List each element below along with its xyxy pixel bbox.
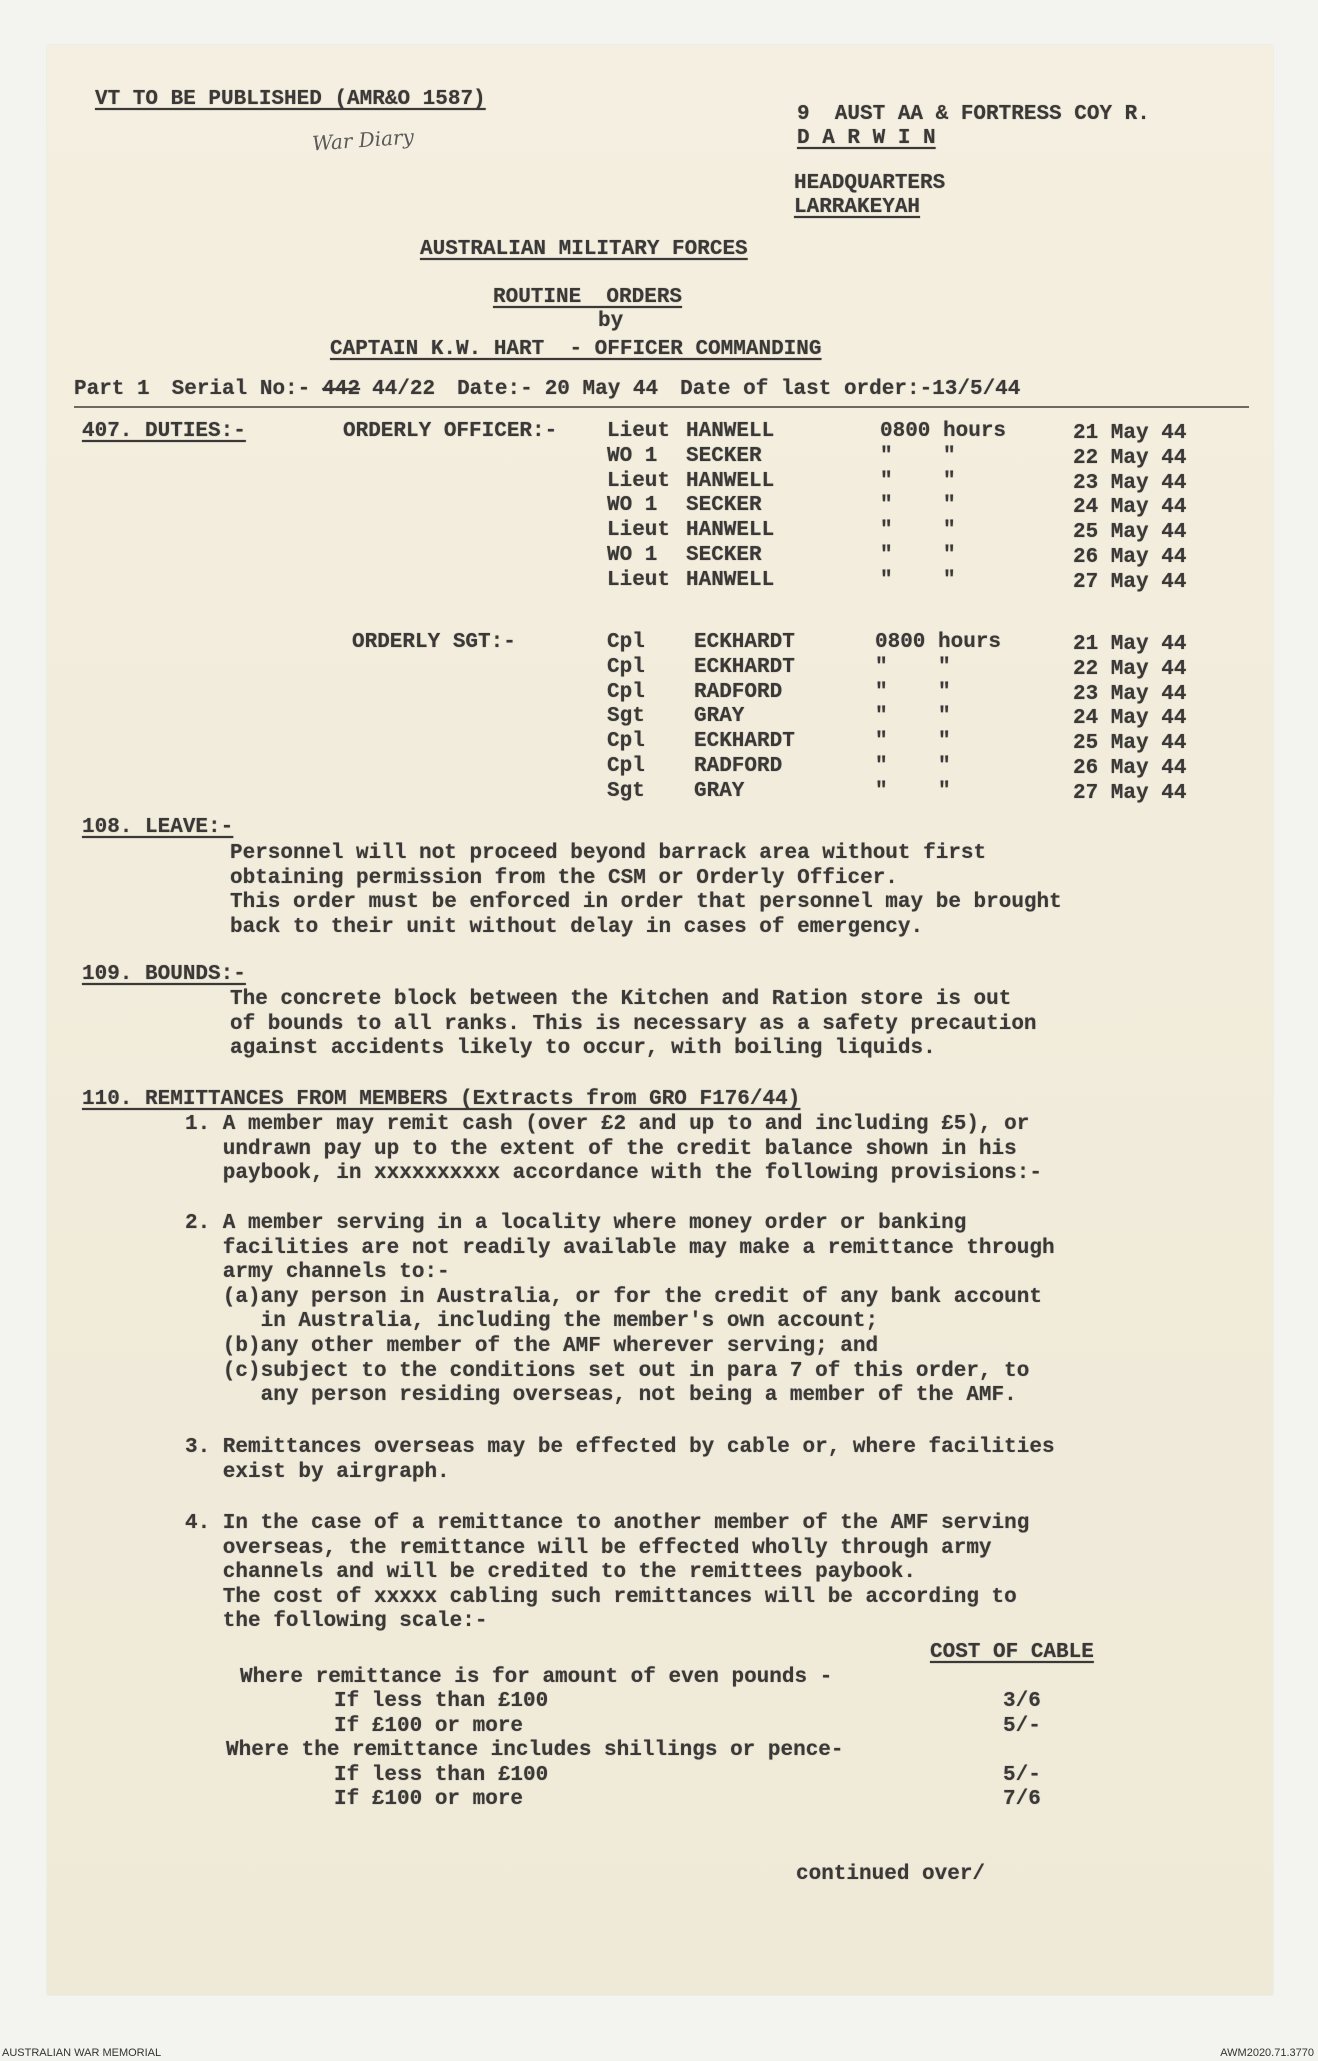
duty-time: " " xyxy=(875,680,951,704)
bounds-text-line: of bounds to all ranks. This is necessary as a safety precaution xyxy=(230,1012,1037,1036)
duty-date: 25 May 44 xyxy=(1073,732,1187,756)
duty-name: GRAY xyxy=(694,705,745,729)
duty-time: " " xyxy=(875,705,951,729)
duty-name: SECKER xyxy=(686,544,762,567)
duty-rank: Sgt xyxy=(607,779,645,803)
duty-date: 26 May 44 xyxy=(1073,757,1187,780)
duty-date: 24 May 44 xyxy=(1073,707,1187,731)
duty-rank: Cpl xyxy=(607,730,645,754)
remittance-text-line: army channels to:- xyxy=(185,1261,450,1285)
bounds-heading: 109. BOUNDS:- xyxy=(82,963,246,986)
leave-text-line: back to their unit without delay in cases of emergency. xyxy=(230,915,924,939)
cost-condition: If £100 or more xyxy=(334,1788,524,1811)
remittance-text-line: paybook, in xxxxxxxxxx accordance with the following provisions:- xyxy=(185,1162,1042,1186)
leave-text-line: obtaining permission from the CSM or Orderly Officer. xyxy=(230,866,898,890)
cost-condition: If £100 or more xyxy=(334,1714,524,1738)
duty-rank: Lieut xyxy=(607,420,671,443)
duty-time: " " xyxy=(875,655,951,679)
duty-date: 24 May 44 xyxy=(1073,496,1187,520)
bounds-text-line: against accidents likely to occur, with boiling liquids. xyxy=(230,1037,936,1061)
serial-number: 44/22 xyxy=(372,378,436,401)
duty-time: " " xyxy=(880,519,956,543)
order-info-line xyxy=(74,378,1254,402)
unit-line: 9 AUST AA & FORTRESS COY R. xyxy=(797,103,1150,126)
duty-date: 22 May 44 xyxy=(1073,446,1187,470)
duty-name: ECKHARDT xyxy=(694,730,795,754)
duty-rank: Lieut xyxy=(607,519,671,543)
remittance-text-line: facilities are not readily available may make a remittance through xyxy=(185,1236,1055,1260)
footer-institution: AUSTRALIAN WAR MEMORIAL xyxy=(2,2047,162,2059)
cost-condition: If less than £100 xyxy=(334,1690,549,1714)
cost-value: 3/6 xyxy=(1003,1690,1041,1714)
duty-rank: Cpl xyxy=(607,680,645,704)
remittance-text-line: the following scale:- xyxy=(185,1610,488,1634)
remittance-text-line: any person residing overseas, not being a member of the AMF. xyxy=(185,1384,1017,1408)
duty-rank: Sgt xyxy=(607,705,645,729)
duty-date: 26 May 44 xyxy=(1073,546,1187,569)
bounds-text-line: The concrete block between the Kitchen and Ration store is out xyxy=(230,988,1012,1011)
duty-date: 27 May 44 xyxy=(1073,781,1187,805)
duty-name: GRAY xyxy=(694,779,745,803)
cost-value: 7/6 xyxy=(1003,1788,1041,1811)
duty-name: ECKHARDT xyxy=(694,631,795,654)
remittance-text-line: 1. A member may remit cash (over £2 and up to and including £5), or xyxy=(185,1113,1030,1136)
duties-heading: 407. DUTIES:- xyxy=(82,420,246,443)
issued-by: CAPTAIN K.W. HART - OFFICER COMMANDING xyxy=(330,338,822,361)
duty-time: " " xyxy=(875,730,951,754)
cost-value: 5/- xyxy=(1003,1714,1041,1738)
remittance-text-line: 2. A member serving in a locality where money order or banking xyxy=(185,1212,967,1235)
remittance-text-line: (c)subject to the conditions set out in para 7 of this order, to xyxy=(185,1359,1030,1383)
duty-rank: Cpl xyxy=(607,755,645,778)
duty-date: 21 May 44 xyxy=(1073,633,1187,656)
duty-rank: Lieut xyxy=(607,469,671,493)
remittance-text-line: exist by airgraph. xyxy=(185,1460,450,1484)
remittance-text-line: The cost of xxxxx cabling such remittances will be according to xyxy=(185,1585,1017,1609)
part-label: Part 1 xyxy=(74,378,150,401)
remittance-text-line: channels and will be credited to the remittees paybook. xyxy=(185,1561,916,1585)
publish-note: VT TO BE PUBLISHED (AMR&O 1587) xyxy=(95,88,486,111)
duty-time: " " xyxy=(875,779,951,803)
duty-date: 23 May 44 xyxy=(1073,682,1187,706)
remittance-text-line: overseas, the remittance will be effected wholly through army xyxy=(185,1536,992,1560)
duty-rank: WO 1 xyxy=(607,444,658,468)
cost-value: 5/- xyxy=(1003,1763,1041,1787)
duty-name: HANWELL xyxy=(686,568,775,592)
duty-time: " " xyxy=(880,444,956,468)
force-title: AUSTRALIAN MILITARY FORCES xyxy=(420,238,748,261)
duty-name: HANWELL xyxy=(686,519,775,543)
remittance-text-line: undrawn pay up to the extent of the credit balance shown in his xyxy=(185,1137,1017,1161)
date-label: Date:- xyxy=(457,378,533,401)
last-order-date: 13/5/44 xyxy=(932,378,1021,401)
duty-date: 21 May 44 xyxy=(1073,422,1187,445)
hq-label: HEADQUARTERS xyxy=(794,172,946,195)
continued-note: continued over/ xyxy=(796,1863,986,1886)
remittance-text-line: 3. Remittances overseas may be effected by cable or, where facilities xyxy=(185,1436,1055,1459)
duty-date: 23 May 44 xyxy=(1073,471,1187,495)
handwritten-annotation: War Diary xyxy=(311,124,415,156)
duty-rank: Cpl xyxy=(607,631,645,654)
remittances-heading: 110. REMITTANCES FROM MEMBERS (Extracts from GRO F176/44) xyxy=(82,1088,801,1111)
duty-date: 22 May 44 xyxy=(1073,657,1187,681)
hq-location: LARRAKEYAH xyxy=(794,196,921,219)
serial-struck: 442 xyxy=(322,378,361,401)
footer-accession-number: AWM2020.71.3770 xyxy=(1220,2047,1314,2059)
duty-name: SECKER xyxy=(686,444,762,468)
remittance-text-line: 4. In the case of a remittance to another member of the AMF serving xyxy=(185,1512,1030,1535)
order-info-rule xyxy=(74,406,1249,408)
duty-date: 25 May 44 xyxy=(1073,521,1187,545)
duty-time: " " xyxy=(880,568,956,592)
duty-time: " " xyxy=(880,469,956,493)
duty-name: RADFORD xyxy=(694,755,783,778)
leave-text-line: This order must be enforced in order that personnel may be brought xyxy=(230,891,1062,915)
leave-text-line: Personnel will not proceed beyond barrack area without first xyxy=(230,842,987,865)
leave-heading: 108. LEAVE:- xyxy=(82,816,234,839)
cost-table-header: COST OF CABLE xyxy=(930,1641,1094,1664)
last-order-label: Date of last order:- xyxy=(680,378,933,401)
duty-time: 0800 hours xyxy=(875,631,1002,654)
remittance-text-line: (b)any other member of the AMF wherever serving; and xyxy=(185,1335,879,1358)
duty-date: 27 May 44 xyxy=(1073,570,1187,594)
issued-by-prefix: by xyxy=(598,310,624,333)
duty-name: HANWELL xyxy=(686,420,775,443)
cost-group-label: Where remittance is for amount of even pounds - xyxy=(240,1666,833,1689)
remittance-text-line: (a)any person in Australia, or for the credit of any bank account xyxy=(185,1285,1042,1309)
duty-name: SECKER xyxy=(686,494,762,518)
unit-location: D A R W I N xyxy=(797,127,936,150)
cost-group-label: Where the remittance includes shillings or pence- xyxy=(226,1739,844,1763)
duty-rank: WO 1 xyxy=(607,494,658,518)
document-title: ROUTINE ORDERS xyxy=(493,286,683,309)
duty-time: " " xyxy=(880,494,956,518)
remittance-text-line: in Australia, including the member's own account; xyxy=(185,1310,879,1334)
duty-time: 0800 hours xyxy=(880,420,1007,443)
cost-condition: If less than £100 xyxy=(334,1763,549,1787)
duty-group-label: ORDERLY SGT:- xyxy=(352,631,516,654)
duty-rank: WO 1 xyxy=(607,544,658,567)
duty-group-label: ORDERLY OFFICER:- xyxy=(343,420,558,443)
duty-name: RADFORD xyxy=(694,680,783,704)
duty-time: " " xyxy=(880,544,956,567)
duty-time: " " xyxy=(875,755,951,778)
duty-name: ECKHARDT xyxy=(694,655,795,679)
serial-label: Serial No:- xyxy=(171,378,311,401)
order-date: 20 May 44 xyxy=(544,378,659,401)
duty-rank: Cpl xyxy=(607,655,645,679)
duty-name: HANWELL xyxy=(686,469,775,493)
duty-rank: Lieut xyxy=(607,568,671,592)
